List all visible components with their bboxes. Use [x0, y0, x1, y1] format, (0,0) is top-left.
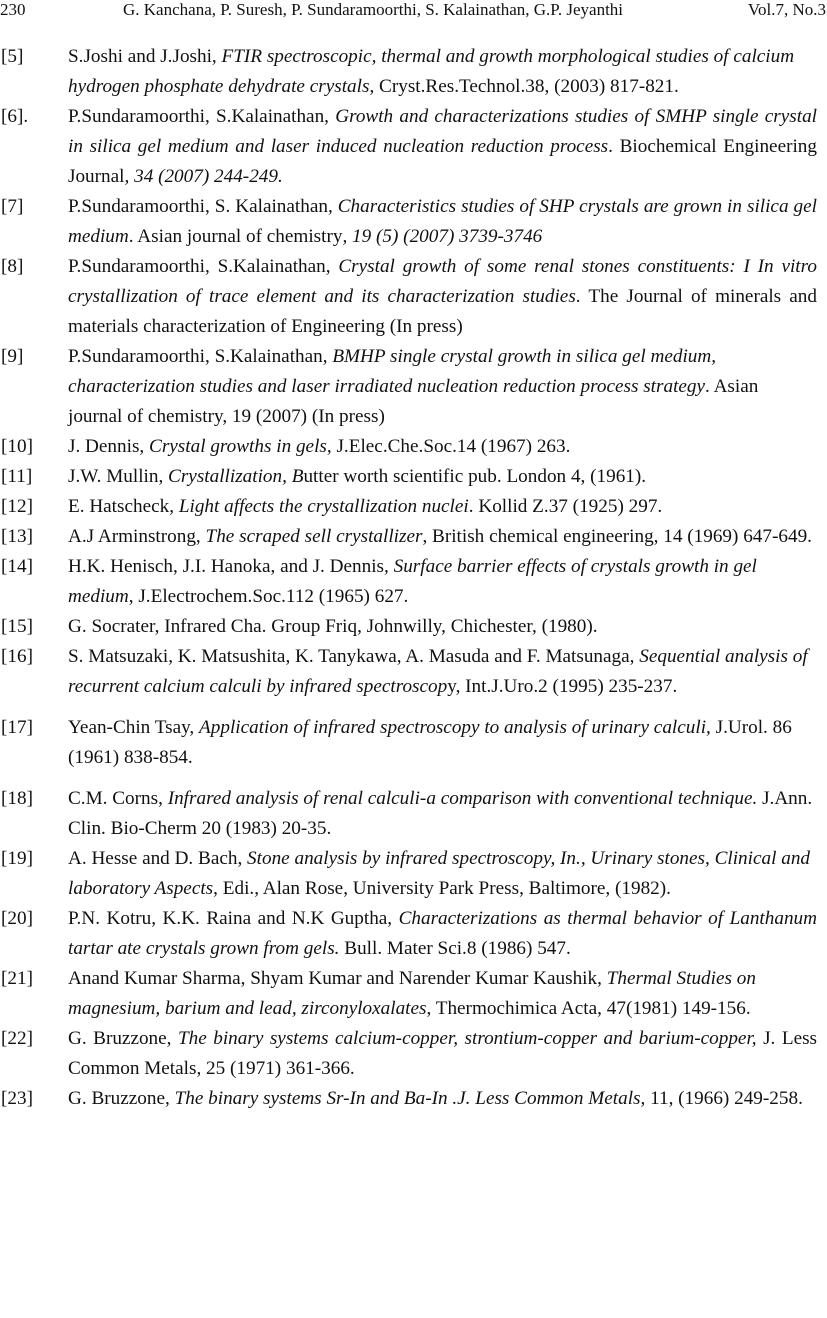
reference-text: H.K. Henisch, J.I. Hanoka, and J. Dennis, Surface barrier effects of crystals growth in gel medium, J.Electrochem.Soc.112 (1965) 627. — [68, 556, 757, 607]
reference-text: G. Bruzzone, The binary systems calcium-copper, strontium-copper and barium-copper, J. Less Common Metals, 25 (1971) 361-366. — [68, 1028, 818, 1079]
reference-number: [14] — [1, 556, 33, 577]
reference-16 — [0, 642, 827, 702]
reference-title: Infrared analysis of renal calculi-a comparison with conventional technique. — [167, 788, 758, 809]
reference-text: A.J Arminstrong, The scraped sell crystallizer, British chemical engineering, 14 (1969) 647-649. — [68, 526, 812, 547]
reference-6 — [0, 102, 827, 192]
header-authors: G. Kanchana, P. Suresh, P. Sundaramoorthi, S. Kalainathan, G.P. Jeyanthi — [123, 0, 624, 19]
reference-title: Crystal growth of some renal stones constituents: I In vitro crystallization of trace element and its characterization studies — [68, 256, 817, 307]
reference-17 — [0, 713, 827, 773]
reference-text: Yean-Chin Tsay, Application of infrared spectroscopy to analysis of urinary calculi, J.Urol. 86 (1961) 838-854. — [68, 717, 792, 768]
reference-text: P.N. Kotru, K.K. Raina and N.K Guptha, Characterizations as thermal behavior of Lanthanum tartar ate crystals grown from gels. Bull. Mater Sci.8 (1986) 547. — [68, 908, 817, 959]
header-volume: Vol.7, No.3 — [747, 0, 826, 19]
reference-number: [7] — [1, 196, 24, 217]
reference-number: [18] — [1, 788, 33, 809]
reference-title: The binary systems Sr-In and Ba-In .J. Less Common Metals — [174, 1088, 641, 1109]
reference-title: FTIR spectroscopic, thermal and growth morphological studies of calcium hydrogen phosphate dehydrate crystals — [68, 46, 795, 97]
reference-13 — [0, 522, 827, 552]
reference-list — [0, 42, 827, 1114]
reference-number: [9] — [1, 346, 24, 367]
reference-number: [12] — [1, 496, 33, 517]
reference-number: [21] — [1, 968, 33, 989]
reference-number: [5] — [1, 46, 24, 67]
reference-text: J. Dennis, Crystal growths in gels, J.Elec.Che.Soc.14 (1967) 263. — [68, 436, 571, 457]
reference-title: Thermal Studies on magnesium, barium and lead, zirconyloxalates — [68, 968, 756, 1019]
reference-title: Characteristics studies of SHP crystals are grown in silica gel medium — [68, 196, 817, 247]
reference-text: P.Sundaramoorthi, S.Kalainathan, Crystal growth of some renal stones constituents: I In vitro crystallization of trace element and its characterization studies. The Journal of minerals and materials characterization of Engineering (In press) — [68, 256, 817, 337]
reference-5 — [0, 42, 827, 102]
reference-10 — [0, 432, 827, 462]
reference-title: Growth and characterizations studies of SMHP single crystal in silica gel medium and laser induced nucleation reduction process — [68, 106, 817, 157]
reference-9 — [0, 342, 827, 432]
reference-15 — [0, 612, 827, 642]
reference-number: [6]. — [1, 106, 29, 127]
reference-text: S. Matsuzaki, K. Matsushita, K. Tanykawa, A. Masuda and F. Matsunaga, Sequential analysis of recurrent calcium calculi by infrared spectroscopy, Int.J.Uro.2 (1995) 235-237. — [68, 646, 808, 697]
reference-title: Surface barrier effects of crystals growth in gel medium — [68, 556, 757, 607]
reference-title: The binary systems calcium-copper, strontium-copper and barium-copper, — [177, 1028, 757, 1049]
reference-number: [19] — [1, 848, 33, 869]
reference-number: [20] — [1, 908, 33, 929]
reference-22 — [0, 1024, 827, 1084]
reference-text: Anand Kumar Sharma, Shyam Kumar and Narender Kumar Kaushik, Thermal Studies on magnesium, barium and lead, zirconyloxalates, Thermochimica Acta, 47(1981) 149-156. — [68, 968, 756, 1019]
reference-21 — [0, 964, 827, 1024]
reference-text: G. Socrater, Infrared Cha. Group Friq, Johnwilly, Chichester, (1980). — [68, 616, 598, 637]
reference-text: E. Hatscheck, Light affects the crystallization nuclei. Kollid Z.37 (1925) 297. — [68, 496, 663, 517]
reference-number: [15] — [1, 616, 33, 637]
reference-title: Application of infrared spectroscopy to analysis of urinary calculi, — [199, 717, 711, 738]
reference-number: [13] — [1, 526, 33, 547]
reference-number: [8] — [1, 256, 24, 277]
page-number: 230 — [0, 0, 26, 19]
reference-number: [22] — [1, 1028, 33, 1049]
reference-number: [17] — [1, 717, 33, 738]
reference-title: Stone analysis by infrared spectroscopy, In., Urinary stones, Clinical and laboratory Aspects — [68, 848, 811, 899]
reference-title: Crystallization, B — [168, 466, 304, 487]
reference-text: J.W. Mullin, Crystallization, Butter worth scientific pub. London 4, (1961). — [68, 466, 647, 487]
reference-8 — [0, 252, 827, 342]
reference-text: A. Hesse and D. Bach, Stone analysis by infrared spectroscopy, In., Urinary stones, Clinical and laboratory Aspects, Edi., Alan Rose, University Park Press, Baltimore, (1982). — [68, 848, 811, 899]
reference-title: The scraped sell crystallizer — [205, 526, 423, 547]
reference-title: Crystal growths in gels — [149, 436, 327, 457]
reference-text: P.Sundaramoorthi, S.Kalainathan, BMHP single crystal growth in silica gel medium, characterization studies and laser irradiated nucleation reduction process strategy. Asian journal of chemistry, 19 (2007) (In press) — [68, 346, 759, 427]
reference-title: Characterizations as thermal behavior of Lanthanum tartar ate crystals grown from gels. — [68, 908, 817, 959]
reference-12 — [0, 492, 827, 522]
reference-19 — [0, 844, 827, 904]
reference-text: C.M. Corns, Infrared analysis of renal calculi-a comparison with conventional technique. J.Ann. Clin. Bio-Cherm 20 (1983) 20-35. — [68, 788, 813, 839]
reference-18 — [0, 784, 827, 844]
reference-text: G. Bruzzone, The binary systems Sr-In and Ba-In .J. Less Common Metals, 11, (1966) 249-258. — [68, 1088, 803, 1109]
reference-7 — [0, 192, 827, 252]
reference-number: [23] — [1, 1088, 33, 1109]
reference-14 — [0, 552, 827, 612]
reference-number: [11] — [1, 466, 33, 487]
reference-number: [16] — [1, 646, 33, 667]
reference-11 — [0, 462, 827, 492]
reference-title: Sequential analysis of recurrent calcium calculi by infrared spectroscop — [68, 646, 808, 697]
reference-20 — [0, 904, 827, 964]
reference-text: S.Joshi and J.Joshi, FTIR spectroscopic, thermal and growth morphological studies of calcium hydrogen phosphate dehydrate crystals, Cryst.Res.Technol.38, (2003) 817-821. — [68, 46, 795, 97]
reference-title: BMHP single crystal growth in silica gel medium, characterization studies and laser irradiated nucleation reduction process strategy — [68, 346, 717, 397]
reference-number: [10] — [1, 436, 33, 457]
running-header — [0, 0, 827, 22]
reference-23 — [0, 1084, 827, 1114]
reference-text: P.Sundaramoorthi, S.Kalainathan, Growth and characterizations studies of SMHP single crystal in silica gel medium and laser induced nucleation reduction process. Biochemical Engineering Journal, 34 (2007) 244-249. — [68, 106, 817, 187]
reference-text: P.Sundaramoorthi, S. Kalainathan, Characteristics studies of SHP crystals are grown in silica gel medium. Asian journal of chemistry, 19 (5) (2007) 3739-3746 — [68, 196, 817, 247]
reference-title: Light affects the crystallization nuclei — [178, 496, 469, 517]
